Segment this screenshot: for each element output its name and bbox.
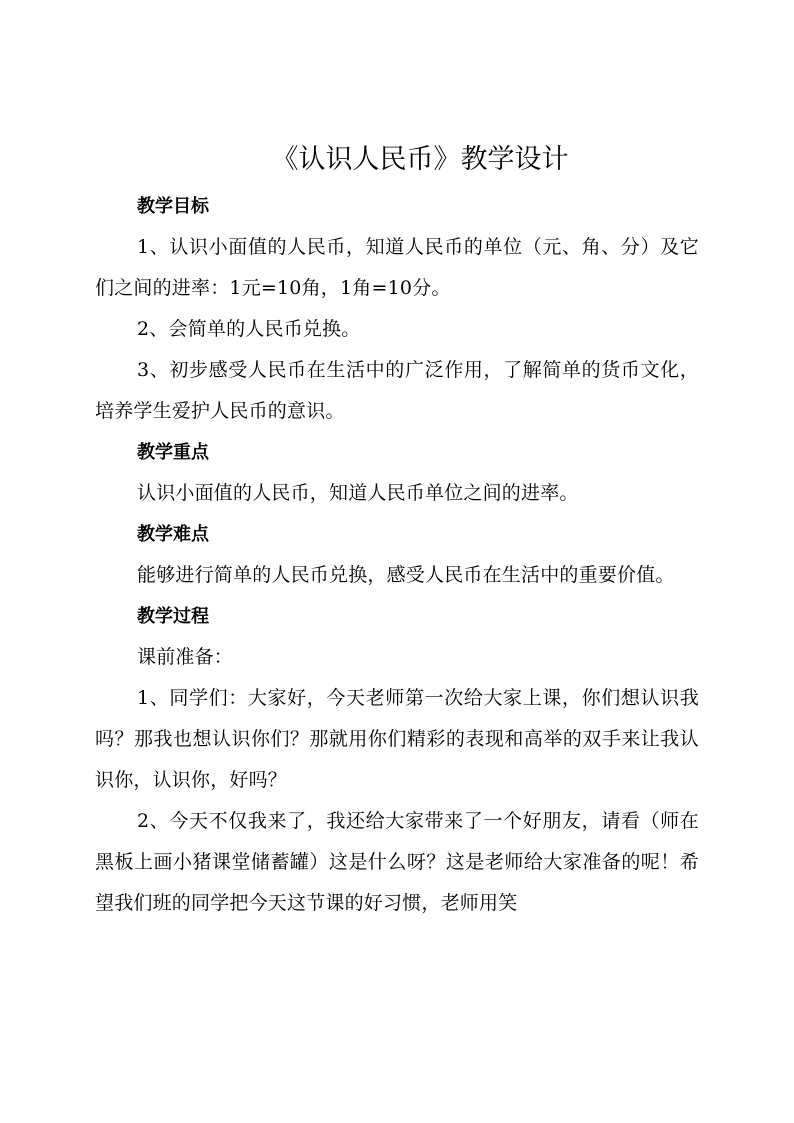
section-heading-difficulties: 教学难点 <box>137 524 209 545</box>
process-item-1: 1、同学们：大家好，今天老师第一次给大家上课，你们想认识我吗？那我也想认识你们？那就用你们精彩的表现和高举的双手来让我认识你，认识你，好吗？ <box>95 687 699 791</box>
section-heading-objectives: 教学目标 <box>137 196 209 217</box>
process-intro: 课前准备： <box>137 646 234 668</box>
section-heading-key-points: 教学重点 <box>137 442 209 463</box>
key-points-text: 认识小面值的人民币，知道人民币单位之间的进率。 <box>137 482 579 504</box>
document-title: 《认识人民币》教学设计 <box>271 144 569 175</box>
document-page <box>95 138 699 924</box>
objective-item-3: 3、初步感受人民币在生活中的广泛作用，了解简单的货币文化，培养学生爱护人民币的意识。 <box>95 359 699 422</box>
objective-item-1: 1、认识小面值的人民币，知道人民币的单位（元、角、分）及它们之间的进率：1元=10角，1角=10分。 <box>95 236 699 299</box>
difficulties-text: 能够进行简单的人民币兑换，感受人民币在生活中的重要价值。 <box>137 564 675 586</box>
objective-item-2: 2、会简单的人民币兑换。 <box>137 318 361 340</box>
section-heading-process: 教学过程 <box>137 606 209 627</box>
process-item-2: 2、今天不仅我来了，我还给大家带来了一个好朋友，请看（师在黑板上画小猪课堂储蓄罐）这是什么呀？这是老师给大家准备的呢！希望我们班的同学把今天这节课的好习惯，老师用笑 <box>95 810 699 914</box>
